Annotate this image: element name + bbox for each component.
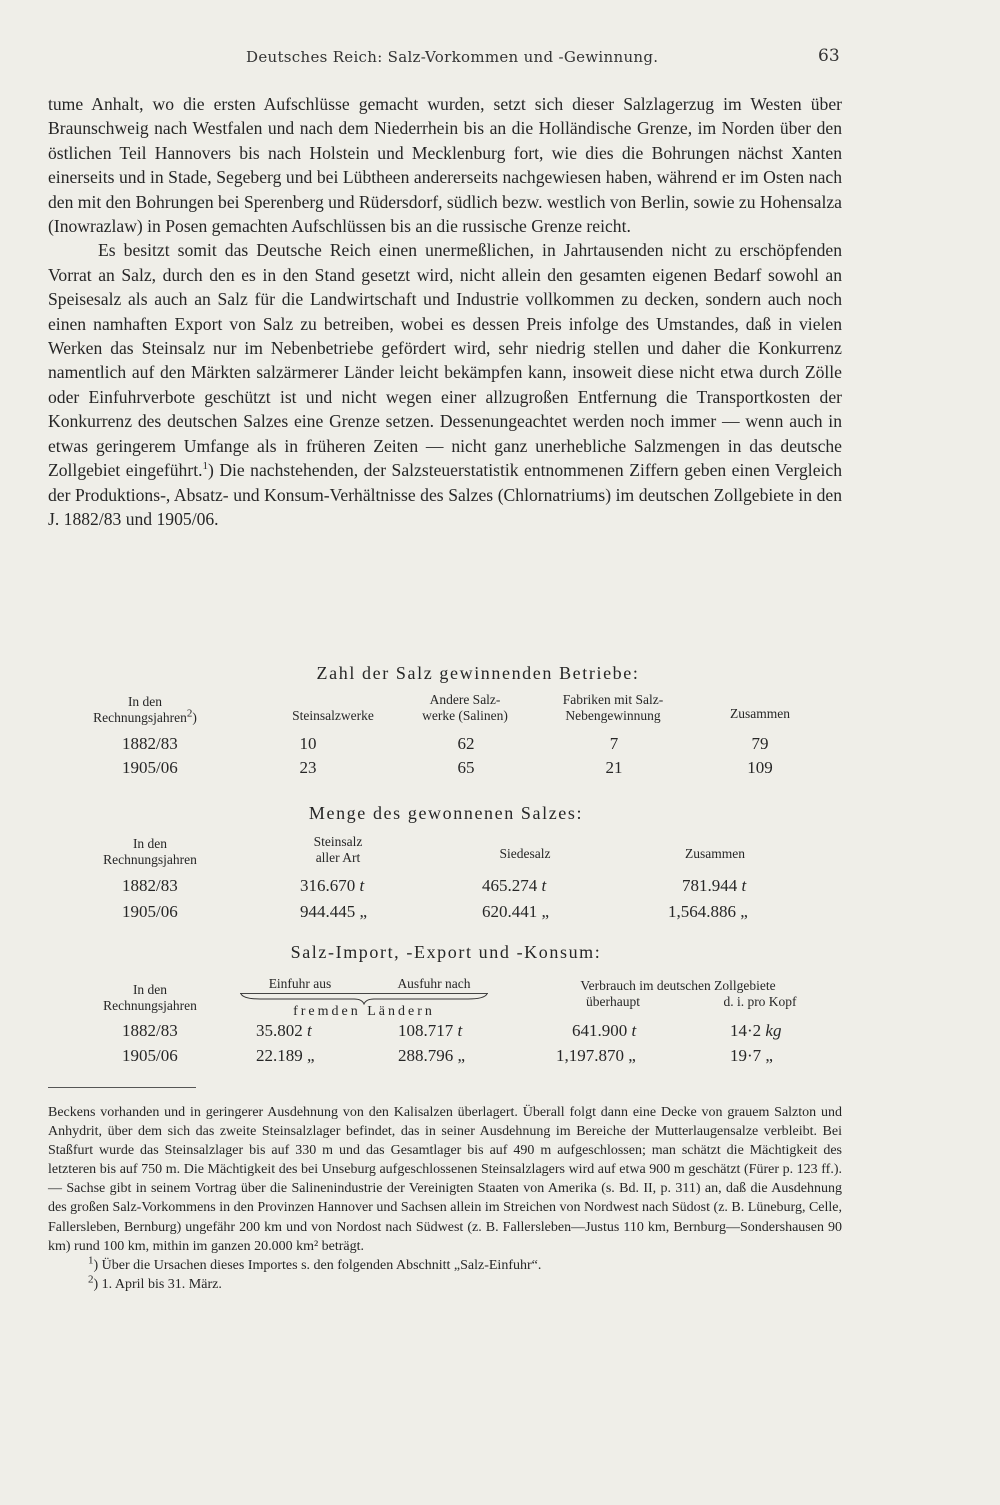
t1-r1-steinsalz: 10 — [299, 734, 317, 753]
t2-r2-steinsalz-unit: „ — [355, 902, 368, 921]
t3-r2-ausfuhr-unit: „ — [453, 1046, 466, 1065]
t2-r1-zusammen-value: 781.944 — [682, 876, 738, 895]
t2-r2-zusammen-value: 1,564.886 — [668, 902, 736, 921]
t1-footnote-ref-close: ) — [192, 710, 197, 725]
footnote-ref-1: 1 — [202, 460, 208, 473]
footnote-1 — [48, 1256, 842, 1275]
t2-r2-zusammen — [668, 902, 748, 922]
t3-r1-verbrauch-unit: t — [627, 1021, 637, 1040]
t2-r1-siedesalz-unit: t — [537, 876, 547, 895]
t2-r2-siedesalz — [482, 902, 549, 922]
t2-r1-siedesalz-value: 465.274 — [482, 876, 538, 895]
table-1-title: Zahl der Salz gewinnenden Betriebe: — [316, 663, 640, 683]
t1-header-salinen-line2: werke (Salinen) — [422, 708, 508, 723]
footnote-1-mark: 1 — [88, 1254, 94, 1267]
t2-r2-year: 1905/06 — [122, 902, 178, 921]
t3-r1-verbrauch — [572, 1021, 636, 1041]
t3-r1-pro-kopf-value: 14·2 — [730, 1021, 762, 1040]
t3-r2-einfuhr-value: 22.189 — [256, 1046, 303, 1065]
t1-r1-fabriken: 7 — [609, 734, 619, 753]
t3-r1-einfuhr-unit: t — [302, 1021, 312, 1040]
t3-r1-ausfuhr-unit: t — [453, 1021, 463, 1040]
t2-r2-siedesalz-unit: „ — [537, 902, 550, 921]
t3-r1-pro-kopf — [730, 1021, 781, 1041]
t1-r1-zusammen: 79 — [751, 734, 769, 753]
t1-r2-zusammen: 109 — [747, 758, 773, 777]
t2-r1-steinsalz — [300, 876, 364, 896]
t1-header-year-line2 — [60, 707, 230, 726]
paragraph-2-part-a: Es besitzt somit das Deutsche Reich einen unermeßlichen, in Jahrtausenden nicht zu erschöpfenden Vorrat an Salz, durch den es in den Stand gesetzt wird, nicht allein den gesamten eigenen Bedarf sowohl an Speisesalz als auch an Salz für die Landwirtschaft und Industrie vollkommen zu decken, sondern auch noch einen namhaften Export von Salz zu betreiben, wobei es dessen Preis infolge des Umstandes, daß in vielen Werken das Steinsalz nur im Nebenbetriebe gefördert wird, sehr niedrig stellen und daher die Konkurrenz namentlich auf den Märkten salzärmerer Länder leicht bekämpfen kann, insoweit diese nicht etwa durch Zölle oder Einfuhrverbote geschützt ist und nicht wegen einer allzugroßen Entfernung die Transportkosten der Konkurrenz des deutschen Salzes eine Grenze setzen. Dessenungeachtet werden noch immer — wenn auch in etwas geringerem Umfange als in früheren Zeiten — nicht ganz unerhebliche Salzmengen in das deutsche Zollgebiet eingeführt. — [48, 240, 842, 481]
t3-r2-pro-kopf — [730, 1046, 773, 1066]
t3-header-brace-label: fremden Ländern — [293, 1004, 435, 1019]
t1-header-steinsalz: Steinsalzwerke — [292, 708, 374, 723]
t3-r1-ausfuhr-value: 108.717 — [398, 1021, 454, 1040]
t2-r2-zusammen-unit: „ — [736, 902, 748, 921]
t3-r1-verbrauch-value: 641.900 — [572, 1021, 628, 1040]
t1-footnote-ref-2: 2 — [186, 707, 193, 720]
t1-r2-year: 1905/06 — [122, 758, 178, 777]
footnote-2 — [48, 1275, 842, 1294]
table-3-title: Salz-Import, -Export und -Konsum: — [290, 942, 602, 962]
t3-r1-pro-kopf-unit: kg — [761, 1021, 782, 1040]
t3-header-ueberhaupt: überhaupt — [586, 994, 640, 1009]
t1-header-fabriken-line1: Fabriken mit Salz- — [562, 692, 664, 707]
footnote-2-text: ) 1. April bis 31. März. — [93, 1276, 222, 1292]
t1-r2-steinsalz: 23 — [299, 758, 317, 777]
t3-r1-ausfuhr — [398, 1021, 462, 1041]
t2-r1-steinsalz-value: 316.670 — [300, 876, 356, 895]
t2-header-siedesalz: Siedesalz — [499, 846, 551, 861]
t3-r2-pro-kopf-value: 19·7 — [730, 1046, 762, 1065]
t2-header-steinsalz — [278, 834, 398, 866]
t2-header-year-line2: Rechnungsjahren — [103, 852, 197, 867]
t3-r1-year: 1882/83 — [122, 1021, 178, 1040]
t3-r2-einfuhr-unit: „ — [302, 1046, 315, 1065]
t3-r2-einfuhr — [256, 1046, 315, 1066]
t3-r1-einfuhr-value: 35.802 — [256, 1021, 303, 1040]
t3-r2-ausfuhr-value: 288.796 — [398, 1046, 454, 1065]
t3-header-verbrauch: Verbrauch im deutschen Zollgebiete — [580, 978, 776, 993]
t3-r2-pro-kopf-unit: „ — [761, 1046, 773, 1065]
t2-header-zusammen: Zusammen — [685, 846, 745, 861]
t2-r2-siedesalz-value: 620.441 — [482, 902, 538, 921]
t3-r2-year: 1905/06 — [122, 1046, 178, 1065]
table-2-title: Menge des gewonnenen Salzes: — [308, 803, 584, 823]
t3-r2-verbrauch-unit: „ — [624, 1046, 636, 1065]
t1-header-year-text: Rechnungsjahren — [93, 710, 187, 725]
t3-header-year — [70, 982, 230, 1014]
t3-header-pro-kopf: d. i. pro Kopf — [723, 994, 797, 1009]
footnote-1-text: ) Über die Ursachen dieses Importes s. den folgenden Abschnitt „Salz-Einfuhr“. — [93, 1257, 542, 1273]
t3-r1-einfuhr — [256, 1021, 312, 1041]
t1-header-year-line1: In den — [127, 694, 163, 709]
footnote-continuation: Beckens vorhanden und in geringerer Ausdehnung von den Kalisalzen überlagert. Überall folgt dann eine Decke von grauem Salzton und Anhydrit, über dem sich das zweite Steinsalzlager befindet, das in seiner Ausdehnung im Bereiche der Mutterlaugensalze verbleibt. Bei Staßfurt wurde das Steinsalzlager bis auf 330 m und das Gesamtlager bis auf 490 m aufgeschlossen; man schätzt die Mächtigkeit des letzteren bis auf 750 m. Die Mächtigkeit des bei Unseburg aufgeschlossenen Steinsalzlagers wird auf etwa 900 m geschätzt (Fürer p. 123 ff.). — Sachse gibt in seinem Vortrag über die Salinenindustrie der Vereinigten Staaten von Amerika (s. Bd. II, p. 311) an, daß die Ausdehnung des großen Salz-Vorkommens in den Provinzen Hannover und Sachsen allein im Streichen von Nordwest nach Südost (z. B. Lüneburg, Celle, Fallersleben, Bernburg) ungefähr 200 km und von Nordost nach Südwest (z. B. Fallersleben—Justus 110 km, Bernburg—Sondershausen 90 km) rund 100 km, mithin im ganzen 20.000 km² beträgt. — [48, 1105, 842, 1254]
t2-header-year-line1: In den — [132, 836, 168, 851]
t1-r1-salinen: 62 — [457, 734, 475, 753]
t2-r2-steinsalz-value: 944.445 — [300, 902, 356, 921]
t1-r2-salinen: 65 — [457, 758, 475, 777]
t2-r1-zusammen-unit: t — [737, 876, 747, 895]
t3-r2-verbrauch-value: 1,197.870 — [556, 1046, 624, 1065]
t1-header-salinen — [400, 692, 530, 724]
t2-header-year — [70, 836, 230, 868]
running-title: Deutsches Reich: Salz-Vorkommen und -Gewinnung. — [246, 48, 659, 66]
t2-r2-steinsalz — [300, 902, 367, 922]
t1-header-salinen-line1: Andere Salz- — [429, 692, 501, 707]
t3-header-einfuhr: Einfuhr aus — [268, 976, 332, 991]
t3-r2-verbrauch — [556, 1046, 636, 1066]
footnotes — [48, 1103, 842, 1294]
t2-header-steinsalz-line1: Steinsalz — [313, 834, 363, 849]
running-head — [0, 46, 1000, 70]
main-text — [48, 92, 842, 531]
footnote-2-mark: 2 — [88, 1273, 94, 1286]
t2-r1-siedesalz — [482, 876, 546, 896]
paragraph-1: tume Anhalt, wo die ersten Aufschlüsse gemacht wurden, setzt sich dieser Salzlagerzug im Westen über Braunschweig nach Westfalen und nach dem Niederrhein bis an die Holländische Grenze, im Norden über den östlichen Teil Hannovers bis nach Holstein und Mecklenburg fort, wie dies die Bohrungen nächst Xanten einerseits und in Stade, Segeberg und bei Lübtheen andererseits nachgewiesen haben, während er im Osten nach den mit den Bohrungen bei Sperenberg und Rüdersdorf, südlich bezw. westlich von Berlin, sowie zu Hohensalza (Inowrazlaw) in Posen gemachten Aufschlüssen bis an die russische Grenze reicht. — [48, 94, 842, 237]
t2-r1-zusammen — [682, 876, 746, 896]
t1-r1-year: 1882/83 — [122, 734, 178, 753]
t2-header-steinsalz-line2: aller Art — [315, 850, 361, 865]
t2-r1-steinsalz-unit: t — [355, 876, 365, 895]
page-number: 63 — [818, 46, 840, 66]
t1-header-fabriken-line2: Nebengewinnung — [565, 708, 661, 723]
t1-header-fabriken — [538, 692, 688, 724]
t3-header-year-line2: Rechnungsjahren — [103, 998, 197, 1013]
paragraph-2 — [48, 238, 842, 531]
t1-header-zusammen: Zusammen — [730, 706, 790, 721]
t3-header-year-line1: In den — [132, 982, 168, 997]
t3-header-ausfuhr: Ausfuhr nach — [397, 976, 471, 991]
t1-header-year — [60, 694, 230, 726]
t2-r1-year: 1882/83 — [122, 876, 178, 895]
t3-r2-ausfuhr — [398, 1046, 465, 1066]
footnote-rule — [48, 1087, 196, 1088]
t1-r2-fabriken: 21 — [605, 758, 623, 777]
paragraph-2-part-b: ) Die nachstehenden, der Salzsteuerstatistik entnommenen Ziffern geben einen Vergleich der Produktions-, Absatz- und Konsum-Verhältnisse des Salzes (Chlornatriums) im deutschen Zollgebiete in den J. 1882/83 und 1905/06. — [48, 460, 842, 529]
